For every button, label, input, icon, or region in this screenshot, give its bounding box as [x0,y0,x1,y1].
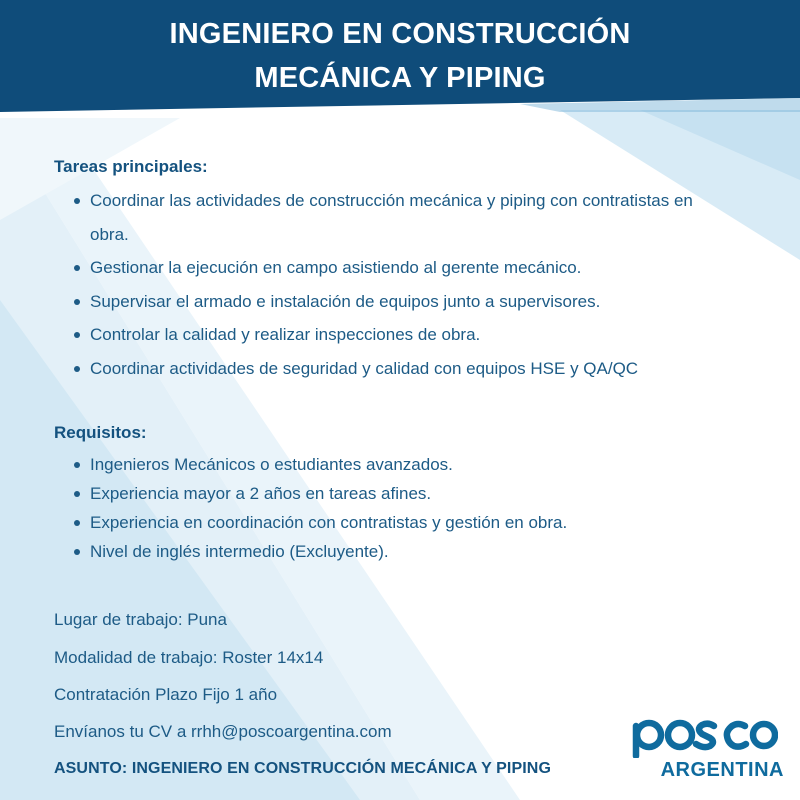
list-item: Coordinar las actividades de construcción mecánica y piping con contratistas en obra. [54,184,730,251]
modalidad-text: Modalidad de trabajo: Roster 14x14 [54,648,324,667]
page-title [0,12,800,100]
title-line-1: INGENIERO EN CONSTRUCCIÓN [169,18,631,50]
tareas-list [54,184,754,385]
list-item: Supervisar el armado e instalación de equipos junto a supervisores. [54,285,754,319]
requisitos-list [54,450,754,566]
contratacion-text: Contratación Plazo Fijo 1 año [54,685,278,704]
cv-email-text: Envíanos tu CV a rrhh@poscoargentina.com [54,722,392,741]
list-item: Nivel de inglés intermedio (Excluyente). [54,537,754,566]
title-line-2: MECÁNICA Y PIPING [254,62,546,94]
list-item: Experiencia en coordinación con contratistas y gestión en obra. [54,508,754,537]
posco-wordmark-logo [628,712,778,758]
logo-subtitle: ARGENTINA [660,759,784,781]
list-item: Ingenieros Mecánicos o estudiantes avanzados. [54,450,754,479]
lugar-text: Lugar de trabajo: Puna [54,610,227,629]
requisitos-section [54,416,754,566]
list-item: Controlar la calidad y realizar inspecciones de obra. [54,318,754,352]
asunto-text: ASUNTO: INGENIERO EN CONSTRUCCIÓN MECÁNICA Y PIPING [54,760,551,777]
list-item: Experiencia mayor a 2 años en tareas afines. [54,479,754,508]
tareas-section [54,150,754,385]
requisitos-heading: Requisitos: [54,423,147,442]
tareas-heading: Tareas principales: [54,157,208,176]
list-item: Coordinar actividades de seguridad y calidad con equipos HSE y QA/QC [54,352,754,386]
list-item: Gestionar la ejecución en campo asistiendo al gerente mecánico. [54,251,754,285]
posco-argentina-logo [624,712,784,792]
